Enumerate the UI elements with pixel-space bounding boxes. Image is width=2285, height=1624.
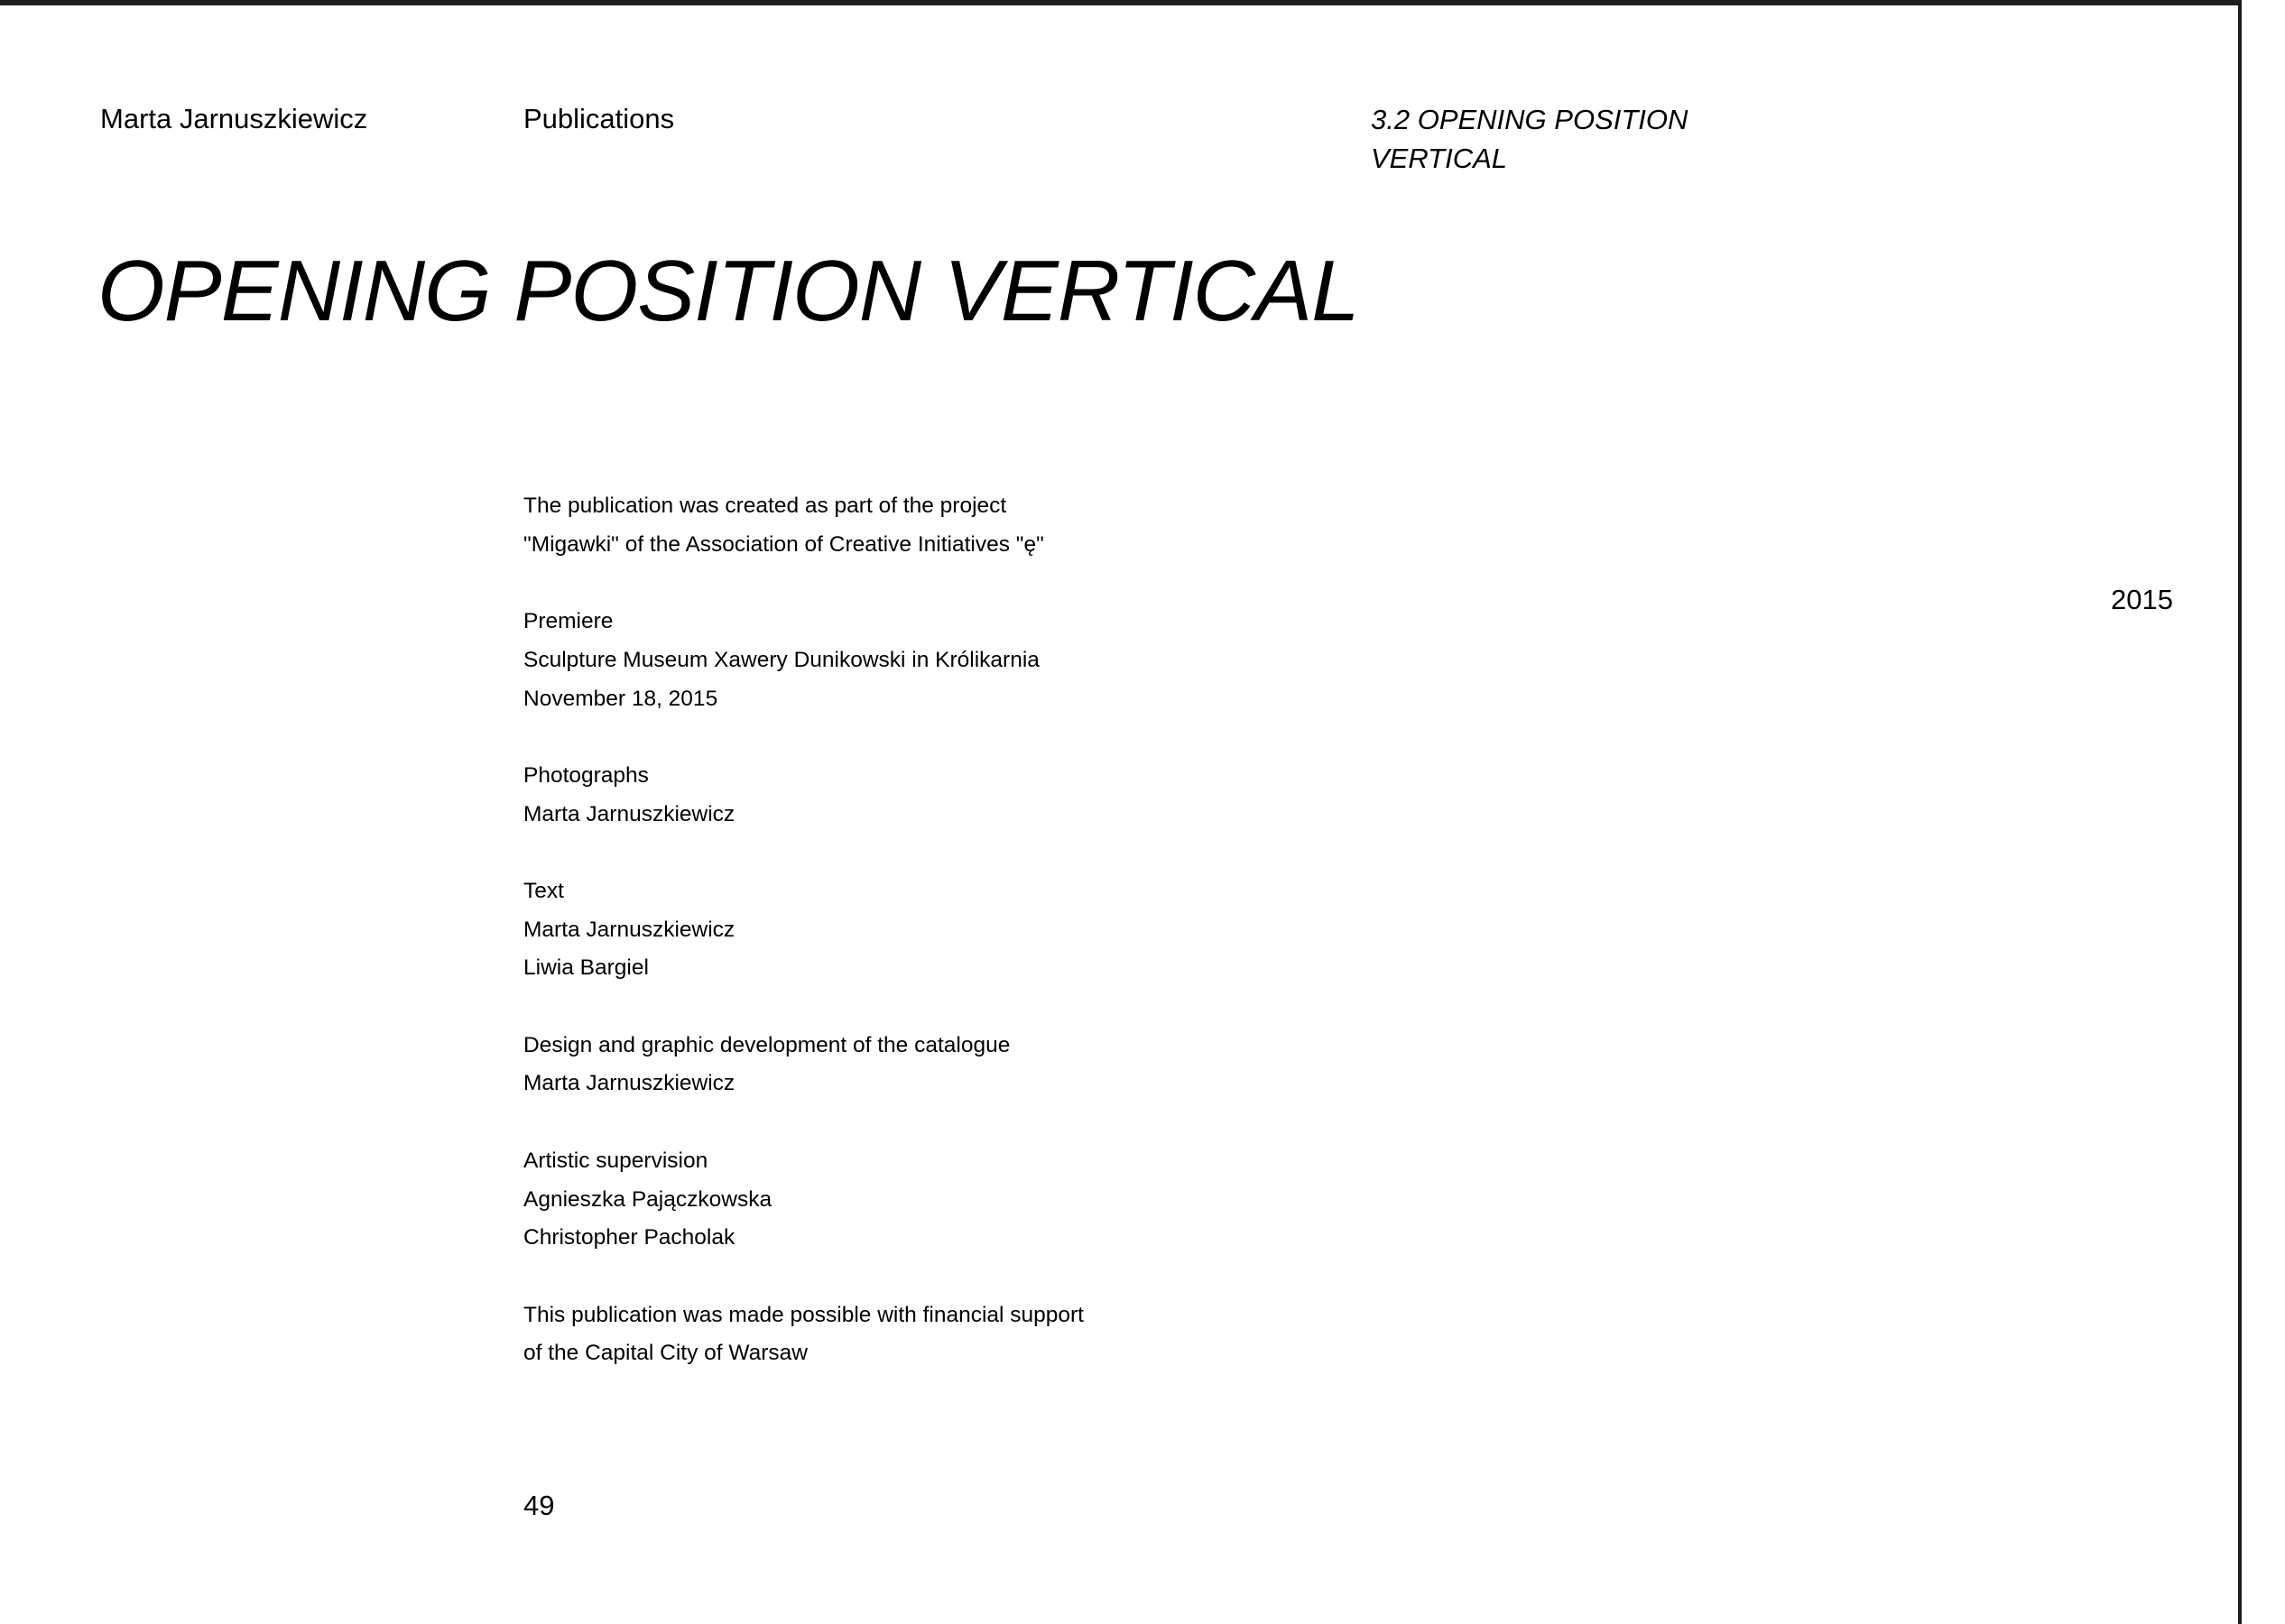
colophon [523,487,1209,1412]
intro-line: "Migawki" of the Association of Creative Initiatives "ę" [523,531,1044,557]
premiere-label: Premiere [523,609,614,634]
support-line: of the Capital City of Warsaw [523,1341,808,1366]
premiere-date: November 18, 2015 [523,686,718,711]
intro-line: The publication was created as part of the project [523,494,1007,518]
design-name: Marta Jarnuszkiewicz [523,1071,735,1096]
chapter-heading-line2: VERTICAL [1371,143,1508,174]
support-line: This publication was made possible with financial support [523,1302,1084,1327]
colophon-supervision [523,1142,1209,1258]
text-label: Text [523,878,564,903]
colophon-text [523,872,1209,988]
chapter-heading [1371,100,1750,178]
text-author: Marta Jarnuszkiewicz [523,917,735,942]
supervision-name: Agnieszka Pajączkowska [523,1186,772,1212]
supervision-name: Christopher Pacholak [523,1225,735,1250]
photographs-label: Photographs [523,762,649,788]
chapter-heading-line1: 3.2 OPENING POSITION [1371,104,1688,135]
premiere-venue: Sculpture Museum Xawery Dunikowski in Królikarnia [523,647,1040,672]
colophon-design [523,1027,1209,1103]
colophon-support [523,1296,1209,1373]
author-name[interactable]: Marta Jarnuszkiewicz [100,103,368,134]
design-label: Design and graphic development of the catalogue [523,1032,1011,1057]
supervision-label: Artistic supervision [523,1148,708,1173]
publication-year: 2015 [2111,584,2173,615]
colophon-intro [523,487,1209,564]
page-title: OPENING POSITION VERTICAL [97,243,1359,339]
page-number: 49 [523,1490,555,1521]
text-author: Liwia Bargiel [523,955,649,981]
photographs-name: Marta Jarnuszkiewicz [523,801,735,826]
colophon-photographs [523,757,1209,834]
section-link-publications[interactable]: Publications [523,103,675,134]
colophon-premiere [523,603,1209,718]
